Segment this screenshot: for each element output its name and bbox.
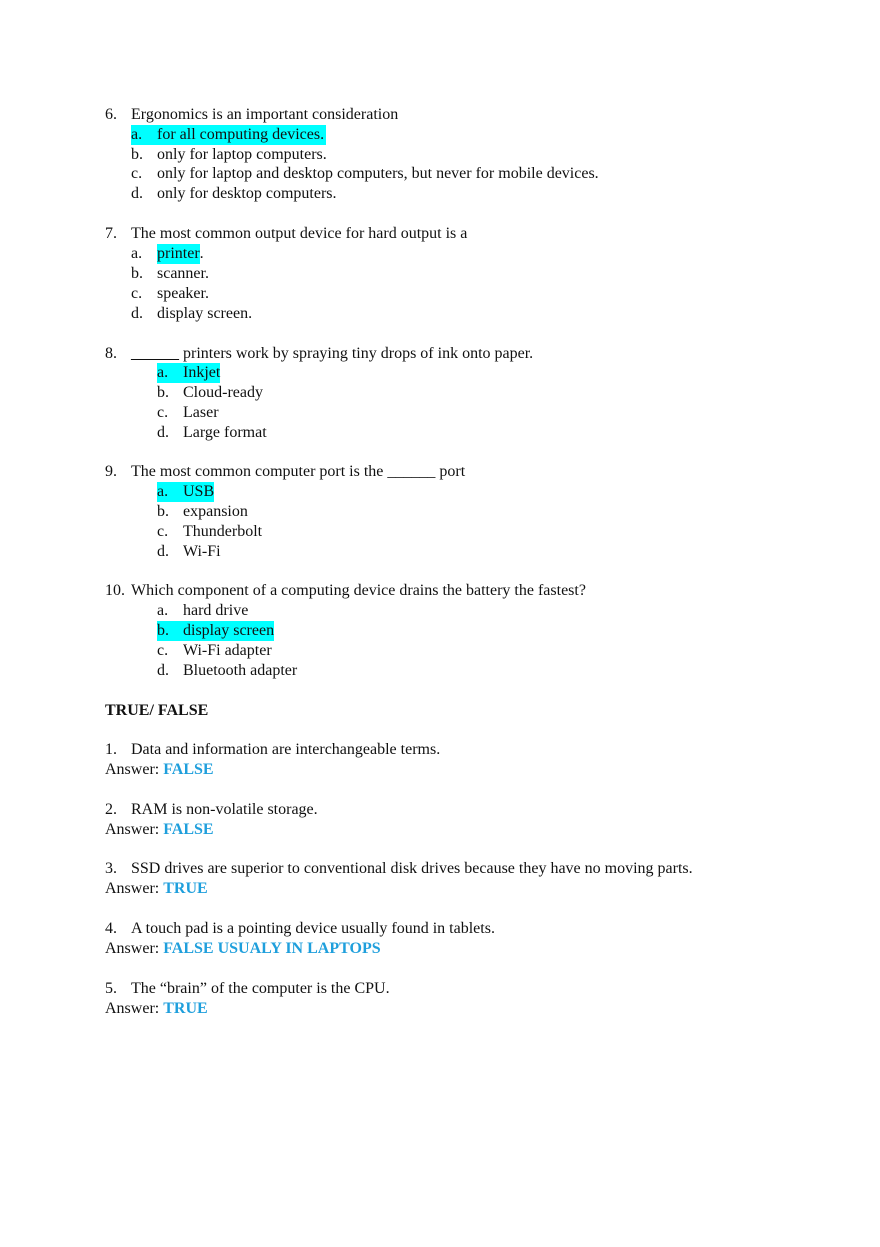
option-letter: c. <box>157 642 169 659</box>
question-stem: The most common computer port is the ______ port <box>131 463 466 480</box>
option-d <box>157 661 297 681</box>
option-text: for all computing devices. <box>157 126 325 143</box>
option-text: only for laptop computers. <box>157 146 327 163</box>
answer-value: FALSE USUALY IN LAPTOPS <box>163 940 381 957</box>
option-d <box>157 542 221 562</box>
answer-line <box>105 760 214 780</box>
option-text: display screen. <box>157 305 253 322</box>
option-suffix: . <box>199 245 204 262</box>
option-b <box>157 502 248 522</box>
option-d <box>131 304 252 324</box>
option-letter: b. <box>157 503 169 520</box>
question-number: 2. <box>105 801 117 818</box>
answer-line <box>105 879 208 899</box>
answer-label: Answer: <box>105 880 160 897</box>
question-number: 3. <box>105 860 117 877</box>
option-text: only for laptop and desktop computers, but never for mobile devices. <box>157 165 599 182</box>
option-text: Cloud-ready <box>183 384 263 401</box>
answer-value: FALSE <box>163 761 214 778</box>
answer-line <box>105 999 208 1019</box>
option-a <box>157 363 220 383</box>
answer-value: TRUE <box>163 880 208 897</box>
option-letter: a. <box>131 245 143 262</box>
option-a <box>157 482 214 502</box>
option-letter: d. <box>131 185 143 202</box>
option-letter: d. <box>131 305 143 322</box>
option-c <box>157 641 272 661</box>
question-number: 7. <box>105 225 117 242</box>
question-number: 10. <box>105 582 125 599</box>
option-text: Wi-Fi adapter <box>183 642 272 659</box>
option-a <box>157 601 248 621</box>
option-d <box>157 423 267 443</box>
answer-label: Answer: <box>105 761 160 778</box>
question-statement: The “brain” of the computer is the CPU. <box>131 980 390 997</box>
section-heading: TRUE/ FALSE <box>105 702 209 719</box>
option-letter: a. <box>157 364 169 381</box>
option-text: only for desktop computers. <box>157 185 337 202</box>
question-number: 5. <box>105 980 117 997</box>
option-text: printer <box>157 245 200 262</box>
option-letter: a. <box>157 483 169 500</box>
option-b <box>157 621 274 641</box>
option-text: expansion <box>183 503 248 520</box>
question-statement: A touch pad is a pointing device usually found in tablets. <box>131 920 495 937</box>
option-letter: c. <box>157 404 169 421</box>
question-number: 9. <box>105 463 117 480</box>
option-text: display screen <box>183 622 275 639</box>
option-text: Thunderbolt <box>183 523 263 540</box>
option-text: Large format <box>183 424 267 441</box>
option-letter: d. <box>157 662 169 679</box>
option-letter: c. <box>157 523 169 540</box>
question-number: 8. <box>105 345 117 362</box>
question-stem: The most common output device for hard output is a <box>131 225 468 242</box>
answer-label: Answer: <box>105 940 160 957</box>
question-statement: RAM is non-volatile storage. <box>131 801 318 818</box>
option-letter: c. <box>131 165 143 182</box>
answer-value: FALSE <box>163 821 214 838</box>
option-letter: b. <box>157 384 169 401</box>
option-d <box>131 184 337 204</box>
question-statement: Data and information are interchangeable terms. <box>131 741 441 758</box>
question-number: 1. <box>105 741 117 758</box>
option-b <box>131 145 327 165</box>
option-text: hard drive <box>183 602 249 619</box>
answer-value: TRUE <box>163 1000 208 1017</box>
option-letter: a. <box>131 126 143 143</box>
question-stem: Ergonomics is an important consideration <box>131 106 399 123</box>
option-text: Laser <box>183 404 219 421</box>
option-c <box>157 522 262 542</box>
option-b <box>157 383 263 403</box>
option-letter: b. <box>131 146 143 163</box>
question-stem: printers work by spraying tiny drops of ink onto paper. <box>179 345 534 362</box>
option-a <box>131 125 326 145</box>
option-letter: d. <box>157 424 169 441</box>
option-text: scanner. <box>157 265 209 282</box>
answer-blank: ______ <box>131 345 179 362</box>
option-text: Bluetooth adapter <box>183 662 298 679</box>
answer-line <box>105 820 214 840</box>
option-letter: b. <box>157 622 169 639</box>
answer-label: Answer: <box>105 1000 160 1017</box>
option-letter: d. <box>157 543 169 560</box>
question-stem: Which component of a computing device drains the battery the fastest? <box>131 582 586 599</box>
answer-label: Answer: <box>105 821 160 838</box>
answer-line <box>105 939 381 959</box>
option-text: USB <box>183 483 215 500</box>
option-c <box>131 164 599 184</box>
option-letter: a. <box>157 602 169 619</box>
option-text: Inkjet <box>183 364 221 381</box>
question-number: 4. <box>105 920 117 937</box>
question-number: 6. <box>105 106 117 123</box>
option-a <box>131 244 204 264</box>
option-letter: c. <box>131 285 143 302</box>
option-letter: b. <box>131 265 143 282</box>
question-statement: SSD drives are superior to conventional disk drives because they have no moving parts. <box>131 860 693 877</box>
option-c <box>157 403 219 423</box>
option-text: speaker. <box>157 285 209 302</box>
option-text: Wi-Fi <box>183 543 221 560</box>
option-c <box>131 284 209 304</box>
option-b <box>131 264 209 284</box>
